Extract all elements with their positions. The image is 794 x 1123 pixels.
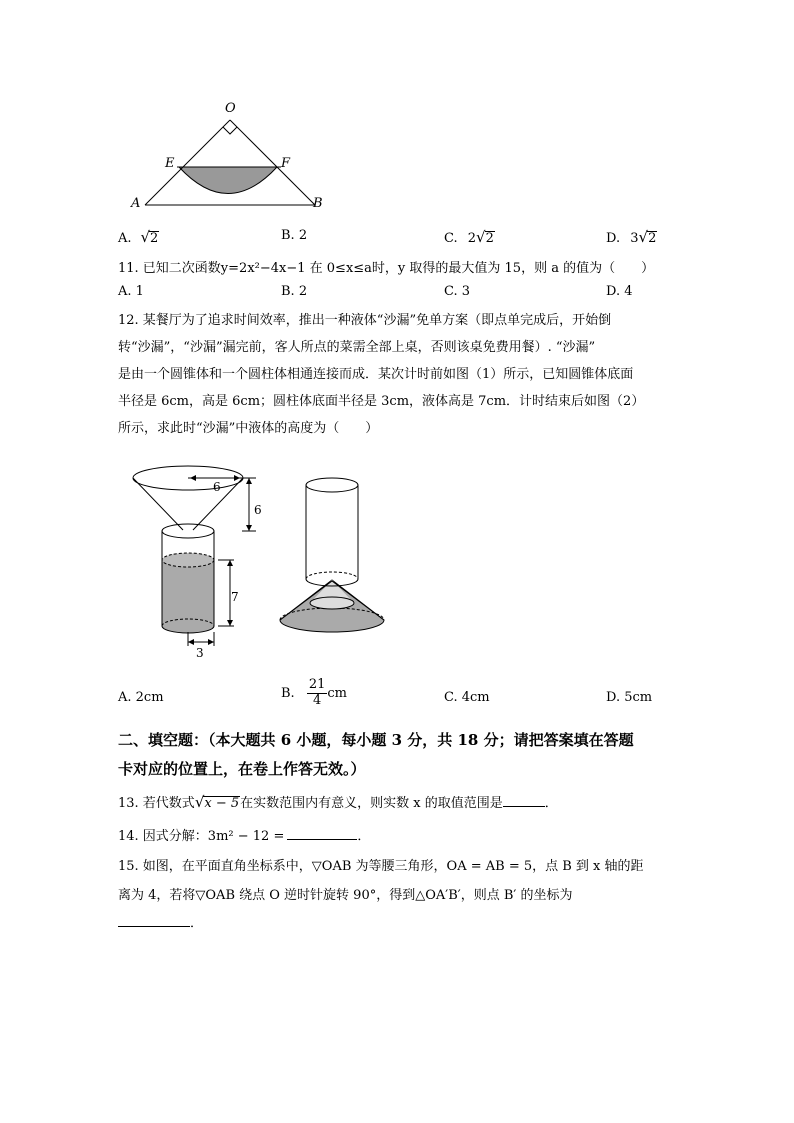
q13-prefix: 13. 若代数式 [118, 796, 195, 811]
q14-end: ． [357, 829, 371, 844]
q15-line-2: 离为 4，若将▽OAB 绕点 O 逆时针旋转 90°，得到△OA′B′，则点 B′ 的坐标为 [118, 888, 573, 903]
q13-radicand: x − 5 [204, 796, 240, 811]
q13-suffix: 在实数范围内有意义，则实数 x 的取值范围是 [240, 796, 503, 811]
q14-prefix: 14. 因式分解：3m² − 12 = [118, 829, 285, 844]
option-value: 2 [485, 231, 494, 246]
q10-option-c [444, 228, 495, 246]
triangle-figure [125, 95, 335, 215]
option-letter: A. [118, 231, 132, 246]
sqrt-icon: √ [135, 228, 150, 246]
answer-blank[interactable] [118, 914, 190, 927]
option-value: 2 [298, 228, 308, 243]
q11-option-b: B. 2 [281, 284, 308, 299]
right-angle-mark [223, 127, 237, 134]
q12-line-5: 所示，求此时“沙漏”中液体的高度为（ ） [118, 421, 379, 436]
label-radius-cyl: 3 [196, 646, 204, 660]
section-heading-line-2: 卡对应的位置上，在卷上作答无效。） [118, 760, 366, 778]
label-height-cone: 6 [254, 503, 262, 517]
q15-line-3 [118, 912, 203, 931]
option-letter: B. [281, 228, 295, 243]
q13 [118, 792, 558, 811]
q11-option-c: C. 3 [444, 284, 471, 299]
sqrt-icon: √ [194, 793, 205, 811]
label-radius-cone: 6 [213, 480, 221, 494]
label-b: B [313, 196, 323, 211]
q10-option-b [281, 228, 307, 243]
q10-option-a [118, 228, 159, 246]
hourglass-figure [130, 460, 400, 660]
q12-option-d: D. 5cm [606, 690, 653, 705]
label-e: E [165, 156, 175, 171]
q11-option-d: D. 4 [606, 284, 633, 299]
option-coef: 2 [467, 231, 477, 246]
label-a: A [131, 196, 141, 211]
triangle-side-right [230, 120, 315, 205]
option-letter: C. [444, 231, 458, 246]
label-o: O [225, 101, 236, 116]
fraction-numerator: 21 [308, 677, 326, 692]
hourglass-fig-1 [133, 466, 262, 660]
q13-end: ． [544, 796, 558, 811]
q11-text: 11. 已知二次函数y=2x²−4x−1 在 0≤x≤a时，y 取得的最大值为 15，则 a 的值为（ ） [118, 261, 655, 276]
q11-option-a: A. 1 [118, 284, 144, 299]
fraction-denominator: 4 [312, 692, 322, 708]
q12-option-b [281, 678, 347, 709]
q12-line-2: 转“沙漏”，“沙漏”漏完前，客人所点的菜需全部上桌，否则该桌免费用餐）. “沙漏” [118, 340, 596, 355]
hourglass-fig-2 [280, 478, 384, 632]
label-f: F [281, 156, 291, 171]
q12-option-a: A. 2cm [118, 690, 164, 705]
q12-line-3: 是由一个圆锥体和一个圆柱体相通连接而成．某次计时前如图（1）所示，已知圆锥体底面 [118, 367, 634, 382]
option-letter: D. [606, 231, 621, 246]
option-unit: cm [327, 685, 347, 701]
q14 [118, 825, 370, 844]
sqrt-icon: √ [638, 228, 649, 246]
fraction [307, 678, 328, 709]
option-coef: 3 [630, 231, 639, 246]
label-liquid-height: 7 [231, 590, 239, 604]
shaded-segment [179, 167, 277, 194]
option-letter: B. [281, 685, 295, 701]
option-value: 2 [648, 231, 657, 246]
q12-option-c: C. 4cm [444, 690, 490, 705]
q15-line-1: 15. 如图，在平面直角坐标系中，▽OAB 为等腰三角形，OA = AB = 5，点 B 到 x 轴的距 [118, 859, 644, 874]
section-heading-line-1: 二、填空题：（本大题共 6 小题，每小题 3 分，共 18 分；请把答案填在答题 [118, 731, 634, 749]
q12-line-1: 12. 某餐厅为了追求时间效率，推出一种液体“沙漏”免单方案（即点单完成后，开始倒 [118, 313, 612, 328]
option-value: 2 [150, 231, 159, 246]
sqrt-icon: √ [476, 228, 486, 246]
q15-end: ． [190, 916, 204, 931]
q10-option-d [606, 228, 657, 246]
answer-blank[interactable] [287, 827, 357, 840]
answer-blank[interactable] [503, 794, 545, 807]
q12-line-4: 半径是 6cm，高是 6cm；圆柱体底面半径是 3cm，液体高是 7cm．计时结束后如图（2） [118, 394, 645, 409]
